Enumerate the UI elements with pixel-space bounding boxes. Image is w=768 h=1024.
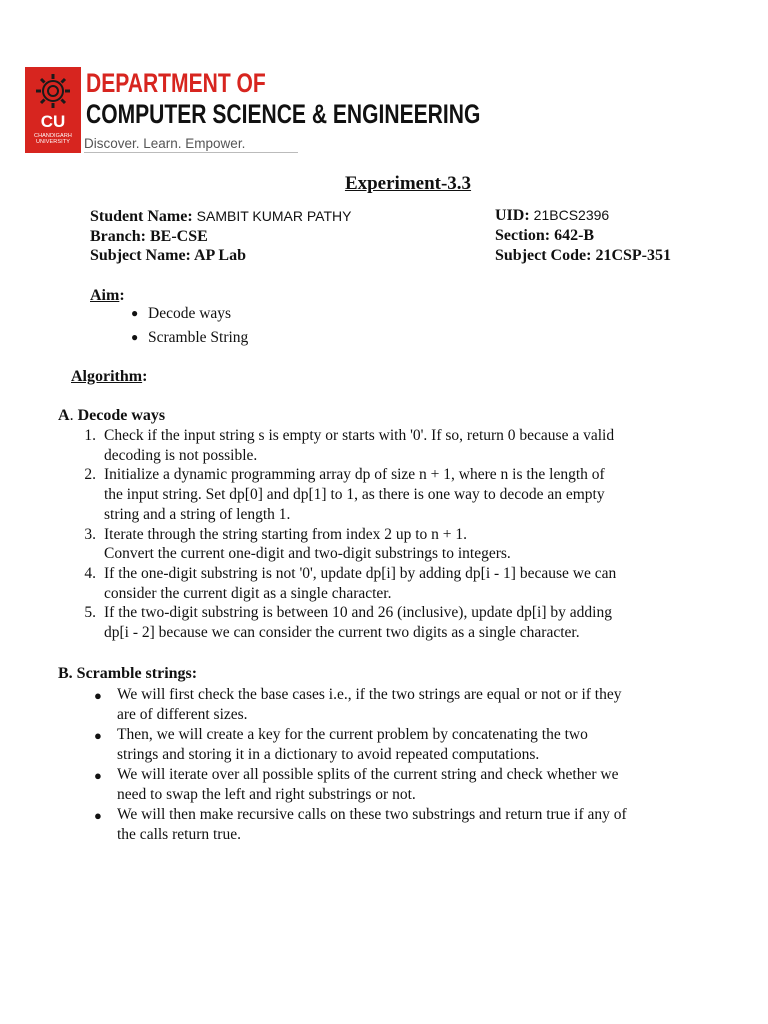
step-number: 3. [84,525,96,543]
bullet-text-line: We will then make recursive calls on these two substrings and return true if any of [117,806,627,823]
bullet-text-line: We will first check the base cases i.e., if the two strings are equal or not or if they [117,686,622,703]
bullet-text-line: the calls return true. [117,826,241,843]
experiment-title: Experiment-3.3 [344,173,472,194]
aim-heading: Aim: [90,287,125,304]
bullet-icon: ● [94,808,102,823]
section-a-title: Decode ways [77,407,166,424]
bullet-icon: ● [94,768,102,783]
algorithm-label: Algorithm [71,368,143,385]
uid [495,205,609,226]
step-text-line: Convert the current one-digit and two-digit substrings to integers. [104,545,511,563]
step-number: 5. [84,604,96,622]
step-number: 2. [84,466,96,484]
step-number: 1. [84,427,96,444]
gear-emblem-icon [29,70,77,112]
step-text-line: string and a string of length 1. [104,505,291,523]
algorithm-heading: Algorithm: [71,368,148,385]
bullet-text-line: strings and storing it in a dictionary to avoid repeated computations. [117,746,540,763]
aim-label: Aim [90,287,120,304]
step-text-line: the input string. Set dp[0] and dp[1] to 1, as there is one way to decode an empty [104,486,605,504]
section-b-heading: B. Scramble strings: [58,665,198,682]
aim-item-text: Scramble String [148,329,249,346]
department-title-line2: COMPUTER SCIENCE & ENGINEERING [86,99,481,129]
student-name-value: SAMBIT KUMAR PATHY [196,208,352,224]
subject-code: Subject Code: 21CSP-351 [495,247,671,264]
tagline: Discover. Learn. Empower. [84,136,246,151]
student-name [90,206,351,227]
step-number: 4. [84,564,96,582]
bullet-text-line: We will iterate over all possible splits of the current string and check whether we [117,766,619,783]
uid-label: UID: [495,207,530,224]
student-name-label: Student Name: [90,208,193,225]
section-a-prefix: A [58,407,70,424]
university-logo [25,67,81,153]
bullet-icon: ● [94,728,102,743]
step-text-line: If the one-digit substring is not '0', update dp[i] by adding dp[i - 1] because we can [104,564,617,582]
step-text-line: dp[i - 2] because we can consider the current two digits as a single character. [104,623,580,641]
step-text-line: Iterate through the string starting from index 2 up to n + 1. [104,525,468,543]
step-text-line: decoding is not possible. [104,446,258,464]
aim-item-text: Decode ways [148,305,232,322]
department-title-line1: DEPARTMENT OF [86,68,266,98]
branch: Branch: BE-CSE [90,228,208,245]
logo-subtext: CHANDIGARH UNIVERSITY [34,133,72,145]
header-divider [84,152,298,153]
uid-value: 21BCS2396 [533,207,610,223]
bullet-icon: ● [94,688,102,703]
step-text-line: Check if the input string s is empty or starts with '0'. If so, return 0 because a valid [104,427,615,444]
step-text-line: If the two-digit substring is between 10 and 26 (inclusive), update dp[i] by adding [104,604,612,622]
bullet-text-line: Then, we will create a key for the current problem by concatenating the two [117,726,588,743]
logo-text: CU [40,112,66,131]
bullet-text-line: need to swap the left and right substrings or not. [117,786,416,803]
step-text-line: Initialize a dynamic programming array dp of size n + 1, where n is the length of [104,466,605,484]
bullet-text-line: are of different sizes. [117,706,248,723]
section-a-heading: A. Decode ways [58,407,166,424]
step-text-line: consider the current digit as a single character. [104,584,392,602]
subject-name: Subject Name: AP Lab [90,247,246,264]
section: Section: 642-B [495,227,595,244]
